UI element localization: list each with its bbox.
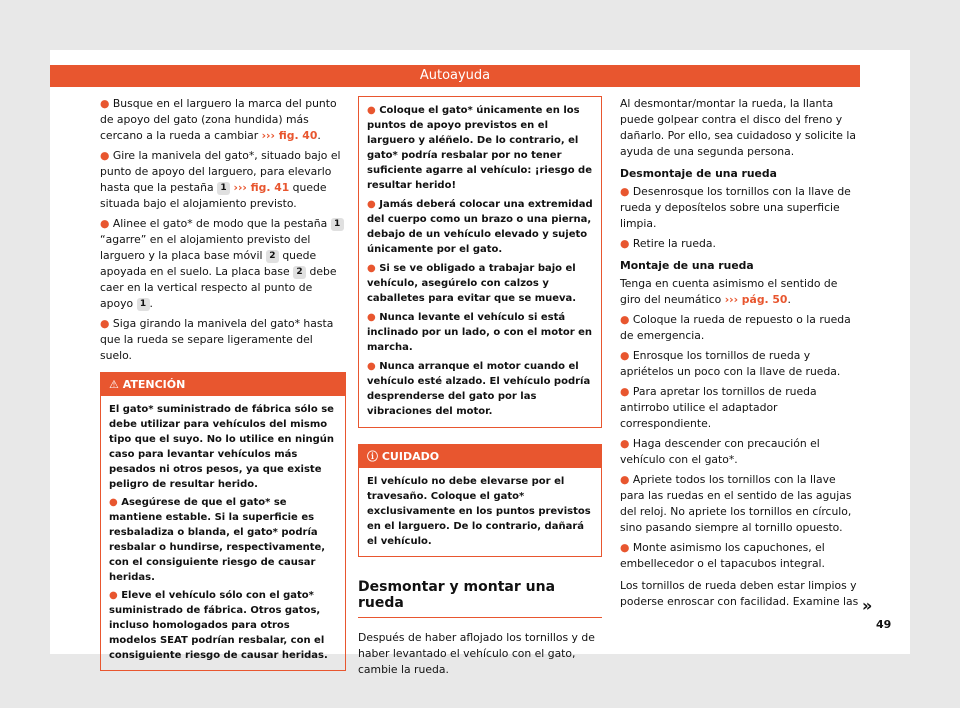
caution-header: ⓘ CUIDADO [359, 445, 601, 468]
list-item: ● Coloque la rueda de repuesto o la rueda de emergencia. [620, 313, 851, 342]
info-circle-icon: ⓘ [367, 450, 378, 463]
list-item: ● Desenrosque los tornillos con la llave de rueda y deposítelos sobre una superficie limpia. [620, 185, 851, 230]
subheading-desmontaje: Desmontaje de una rueda [620, 167, 777, 180]
bullet-icon: ● [620, 349, 630, 362]
bullet-icon: ● [100, 97, 110, 110]
bullet-icon: ● [620, 313, 630, 326]
warning-item: ● Jamás deberá colocar una extremidad del cuerpo como un brazo o una pierna, debajo de un vehículo elevado y sujeto únicamente por el gato. [367, 199, 593, 255]
list-item: ● Para apretar los tornillos de rueda antirrobo utilice el adaptador correspondiente. [620, 385, 817, 430]
warning-box-continued [358, 96, 602, 428]
warning-triangle-icon: ⚠ [109, 378, 119, 391]
intro-paragraph: Al desmontar/montar la rueda, la llanta puede golpear contra el disco del freno y dañarlo. Por ello, sea cuidadoso y solicite la ayuda de una segunda persona. [620, 97, 856, 158]
figure-link[interactable]: ››› fig. 41 [233, 181, 290, 194]
bullet-icon: ● [100, 317, 110, 330]
list-item: ● Apriete todos los tornillos con la llave para las ruedas en el sentido de las agujas del reloj. No apriete los tornillos en círculo, sino pasando siempre al tornillo opuesto. [620, 473, 852, 534]
bullet-icon: ● [367, 361, 376, 372]
bullet-icon: ● [367, 199, 376, 210]
warning-item: ● Si se ve obligado a trabajar bajo el vehículo, asegúrelo con calzos y caballetes para evitar que se mueva. [367, 263, 577, 304]
warning-body: El gato* suministrado de fábrica sólo se debe utilizar para vehículos del mismo tipo que el suyo. No lo utilice en ningún caso para levantar vehículos más pesados ni otros pesos, ya que existe peligro de resultar herido. ● Asegúrese de que el gato* se mantiene estable. Si la superficie es resbaladiza o blanda, el gato* podría resbalar o hundirse, respectivamente, con el consiguiente riesgo de causar heridas. ● Eleve el vehículo sólo con el gato* suministrado de fábrica. Otros gatos, incluso homologados para otros modelos SEAT podrían resbalar, con el consiguiente riesgo de causar heridas. [101, 396, 345, 670]
section-title: Desmontar y montar una rueda [358, 579, 602, 618]
bullet-icon: ● [620, 237, 630, 250]
warning-item: ● Asegúrese de que el gato* se mantiene estable. Si la superficie es resbaladiza o blanda, el gato* podría resbalar o hundirse, respectivamente, con el consiguiente riesgo de causar heridas. [109, 497, 326, 583]
callout-number: 1 [217, 182, 230, 195]
column-left [100, 96, 346, 671]
step-1: ● Busque en el larguero la marca del punto de apoyo del gato (zona hundida) más cercano a la rueda a cambiar ››› fig. 40. [100, 97, 337, 142]
callout-number: 2 [293, 266, 306, 279]
callout-number: 1 [137, 298, 150, 311]
column-right [620, 96, 860, 614]
bullet-icon: ● [620, 437, 630, 450]
subheading-montaje: Montaje de una rueda [620, 259, 754, 272]
list-item: ● Enrosque los tornillos de rueda y apriételos un poco con la llave de rueda. [620, 349, 841, 378]
bullet-icon: ● [100, 149, 110, 162]
bullet-icon: ● [620, 541, 630, 554]
list-item: ● Haga descender con precaución el vehículo con el gato*. [620, 437, 820, 466]
warning-item: ● Nunca arranque el motor cuando el vehículo esté alzado. El vehículo podría desprenderse del gato por las vibraciones del motor. [367, 361, 591, 417]
warning-item: ● Eleve el vehículo sólo con el gato* suministrado de fábrica. Otros gatos, incluso homologados para otros modelos SEAT podrían resbalar, con el consiguiente riesgo de causar heridas. [109, 590, 328, 661]
caution-body: El vehículo no debe elevarse por el travesaño. Coloque el gato* exclusivamente en los puntos previstos en el larguero. De lo contrario, dañará el vehículo. [367, 476, 591, 547]
warning-item: ● Coloque el gato* únicamente en los puntos de apoyo previstos en el larguero y aléñelo. De lo contrario, el gato* podría resbalar por no tener suficiente agarre al vehículo: ¡riesgo de resultar herido! [367, 105, 592, 191]
list-item: ● Monte asimismo los capuchones, el embellecedor o el tapacubos integral. [620, 541, 825, 570]
step-4: ● Siga girando la manivela del gato* hasta que la rueda se separe ligeramente del suelo. [100, 317, 334, 362]
warning-box [100, 372, 346, 671]
page-number: 49 [876, 618, 892, 631]
callout-number: 2 [266, 250, 279, 263]
bullet-icon: ● [367, 105, 376, 116]
warning-item: ● Nunca levante el vehículo si está inclinado por un lado, o con el motor en marcha. [367, 312, 593, 353]
step-2: ● Gire la manivela del gato*, situado bajo el punto de apoyo del larguero, para elevarlo hasta que la pestaña 1 ››› fig. 41 quede situada bajo el alojamiento previsto. [100, 149, 341, 210]
bullet-icon: ● [620, 185, 630, 198]
page-link[interactable]: ››› pág. 50 [724, 293, 788, 306]
figure-link[interactable]: ››› fig. 40 [261, 129, 318, 142]
bullet-icon: ● [109, 590, 118, 601]
column-middle [358, 96, 602, 682]
section-header: Autoayuda [50, 65, 860, 87]
step-3: ● Alinee el gato* de modo que la pestaña 1 “agarre” en el alojamiento previsto del larguero y la placa base móvil 2 quede apoyada en el suelo. La placa base 2 debe caer en la vertical respecto al punto de apoyo 1 . [100, 216, 346, 312]
caution-box [358, 444, 602, 557]
callout-number: 1 [331, 218, 344, 231]
montaje-intro: Tenga en cuenta asimismo el sentido de giro del neumático ››› pág. 50. [620, 277, 838, 306]
bullet-icon: ● [620, 473, 630, 486]
warning-header: ⚠ ATENCIÓN [101, 373, 345, 396]
bullet-icon: ● [367, 312, 376, 323]
bullet-icon: ● [620, 385, 630, 398]
bullet-icon: ● [109, 497, 118, 508]
continue-arrow-icon: » [862, 596, 873, 615]
list-item: ● Retire la rueda. [620, 237, 716, 250]
bullet-icon: ● [100, 217, 110, 230]
section-intro: Después de haber aflojado los tornillos y de haber levantado el vehículo con el gato, cambie la rueda. [358, 631, 595, 676]
bullet-icon: ● [367, 263, 376, 274]
warning-body [359, 97, 601, 427]
closing-paragraph: Los tornillos de rueda deben estar limpios y poderse enroscar con facilidad. Examine las [620, 579, 859, 608]
